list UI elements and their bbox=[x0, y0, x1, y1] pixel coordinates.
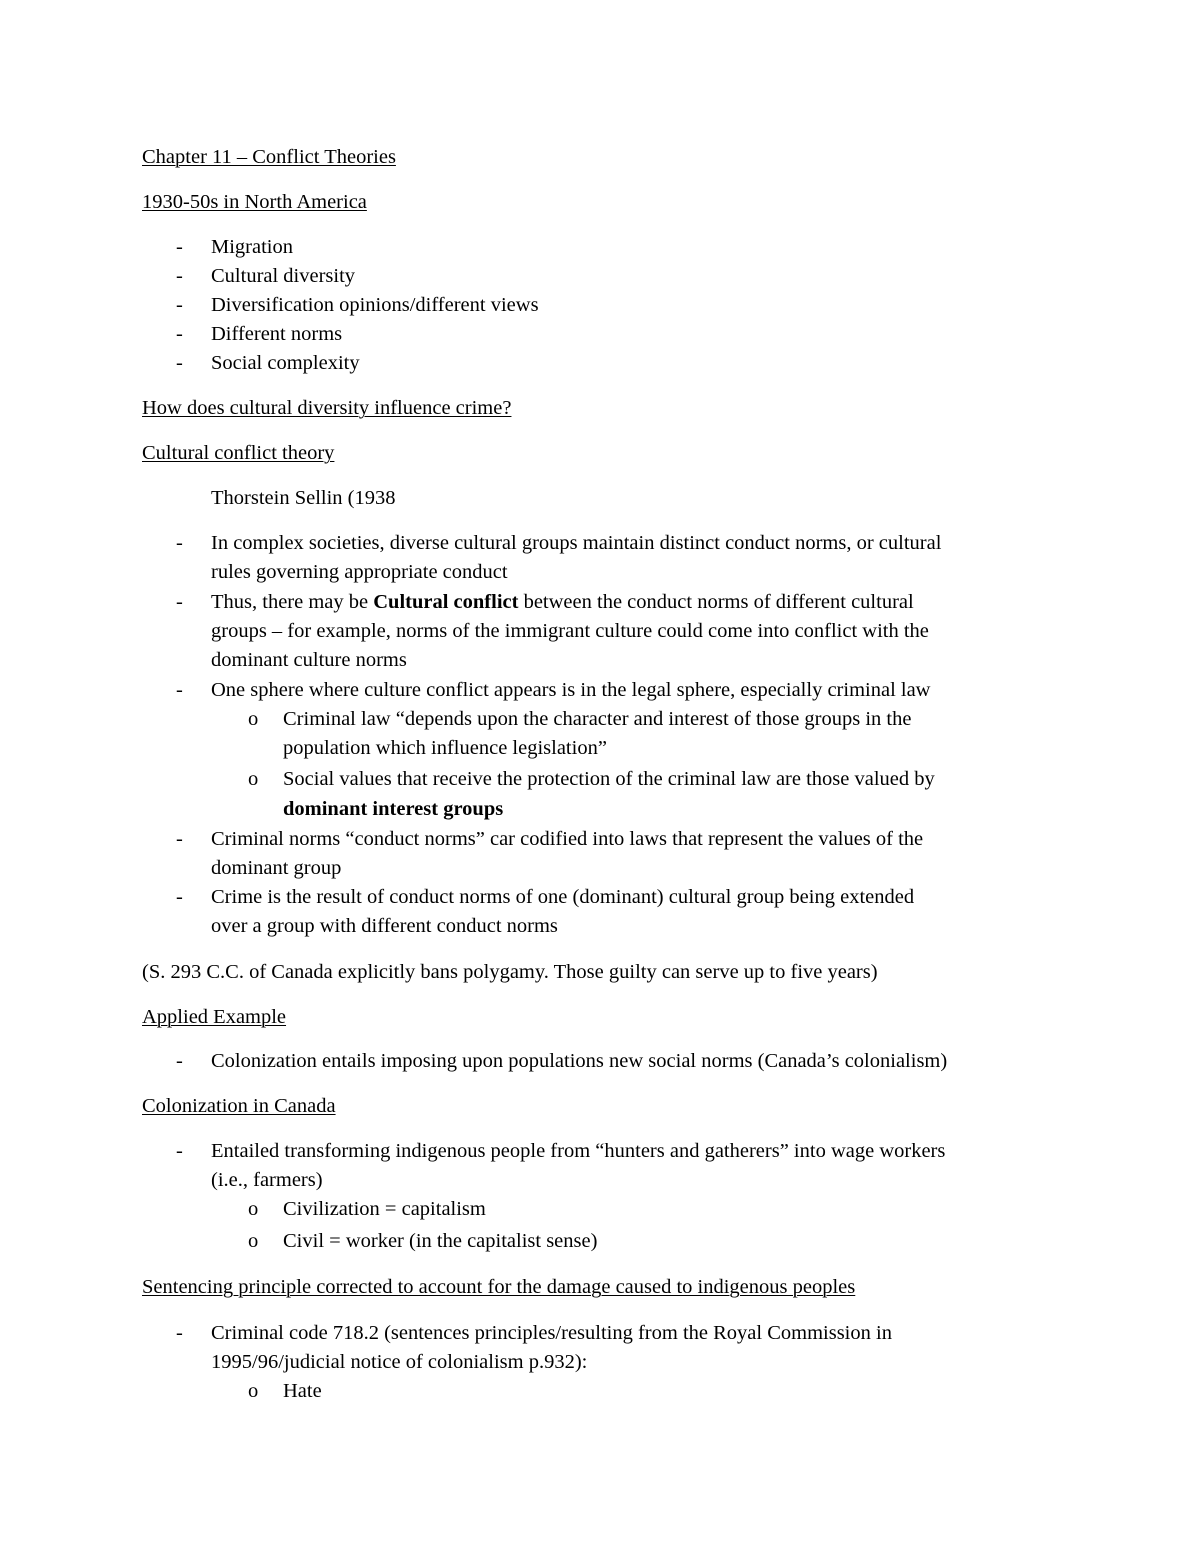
list-item-continuation: 1995/96/judicial notice of colonialism p.932): bbox=[211, 1351, 588, 1373]
text-run: between the conduct norms of different cultural bbox=[518, 591, 914, 613]
list-item: Crime is the result of conduct norms of one (dominant) cultural group being extended bbox=[211, 886, 915, 908]
dash-marker: - bbox=[176, 679, 183, 701]
circle-marker: o bbox=[248, 1230, 259, 1252]
list-item-continuation: (i.e., farmers) bbox=[211, 1169, 323, 1191]
period-heading: 1930-50s in North America bbox=[142, 191, 367, 213]
text-run: Thus, there may be bbox=[211, 591, 374, 613]
sub-list-item: Hate bbox=[283, 1380, 322, 1402]
polygamy-note: (S. 293 C.C. of Canada explicitly bans polygamy. Those guilty can serve up to five years) bbox=[142, 961, 878, 983]
dash-marker: - bbox=[176, 265, 183, 287]
colonization-heading: Colonization in Canada bbox=[142, 1095, 336, 1117]
list-item-continuation: groups – for example, norms of the immigrant culture could come into conflict with the bbox=[211, 620, 929, 642]
dash-marker: - bbox=[176, 236, 183, 258]
list-item: Criminal norms “conduct norms” car codified into laws that represent the values of the bbox=[211, 828, 924, 850]
list-item: Diversification opinions/different views bbox=[211, 294, 539, 316]
list-item-continuation: dominant group bbox=[211, 857, 342, 879]
list-item-continuation: dominant culture norms bbox=[211, 649, 407, 671]
dash-marker: - bbox=[176, 352, 183, 374]
bold-term: Cultural conflict bbox=[373, 591, 519, 613]
chapter-heading: Chapter 11 – Conflict Theories bbox=[142, 146, 396, 168]
sub-list-item: Civil = worker (in the capitalist sense) bbox=[283, 1230, 598, 1252]
dash-marker: - bbox=[176, 828, 183, 850]
question-heading: How does cultural diversity influence crime? bbox=[142, 397, 512, 419]
bold-term: dominant interest groups bbox=[283, 798, 504, 820]
circle-marker: o bbox=[248, 1198, 259, 1220]
dash-marker: - bbox=[176, 1140, 183, 1162]
dash-marker: - bbox=[176, 886, 183, 908]
circle-marker: o bbox=[248, 708, 259, 730]
circle-marker: o bbox=[248, 1380, 259, 1402]
list-item-continuation: rules governing appropriate conduct bbox=[211, 561, 508, 583]
sub-list-item: Civilization = capitalism bbox=[283, 1198, 486, 1220]
list-item: Cultural diversity bbox=[211, 265, 356, 287]
list-item: Colonization entails imposing upon populations new social norms (Canada’s colonialism) bbox=[211, 1050, 948, 1072]
list-item-continuation: over a group with different conduct norms bbox=[211, 915, 558, 937]
dash-marker: - bbox=[176, 532, 183, 554]
list-item bbox=[211, 590, 914, 614]
sentencing-heading: Sentencing principle corrected to account for the damage caused to indigenous peoples bbox=[142, 1276, 856, 1298]
list-item: Entailed transforming indigenous people from “hunters and gatherers” into wage workers bbox=[211, 1140, 946, 1162]
cultural-conflict-heading: Cultural conflict theory bbox=[142, 442, 335, 464]
sub-list-item: Criminal law “depends upon the character and interest of those groups in the bbox=[283, 708, 912, 730]
dash-marker: - bbox=[176, 294, 183, 316]
dash-marker: - bbox=[176, 1322, 183, 1344]
dash-marker: - bbox=[176, 591, 183, 613]
sub-list-item-continuation: population which influence legislation” bbox=[283, 737, 607, 759]
list-item: Migration bbox=[211, 236, 293, 258]
applied-heading: Applied Example bbox=[142, 1006, 287, 1028]
sub-list-item: Social values that receive the protection of the criminal law are those valued by bbox=[283, 768, 935, 790]
circle-marker: o bbox=[248, 768, 259, 790]
list-item: Social complexity bbox=[211, 352, 360, 374]
list-item: Different norms bbox=[211, 323, 343, 345]
list-item: In complex societies, diverse cultural groups maintain distinct conduct norms, or cultural bbox=[211, 532, 942, 554]
author-line: Thorstein Sellin (1938 bbox=[211, 487, 396, 509]
dash-marker: - bbox=[176, 323, 183, 345]
list-item: Criminal code 718.2 (sentences principles/resulting from the Royal Commission in bbox=[211, 1322, 892, 1344]
dash-marker: - bbox=[176, 1050, 183, 1072]
list-item: One sphere where culture conflict appears is in the legal sphere, especially criminal law bbox=[211, 679, 931, 701]
